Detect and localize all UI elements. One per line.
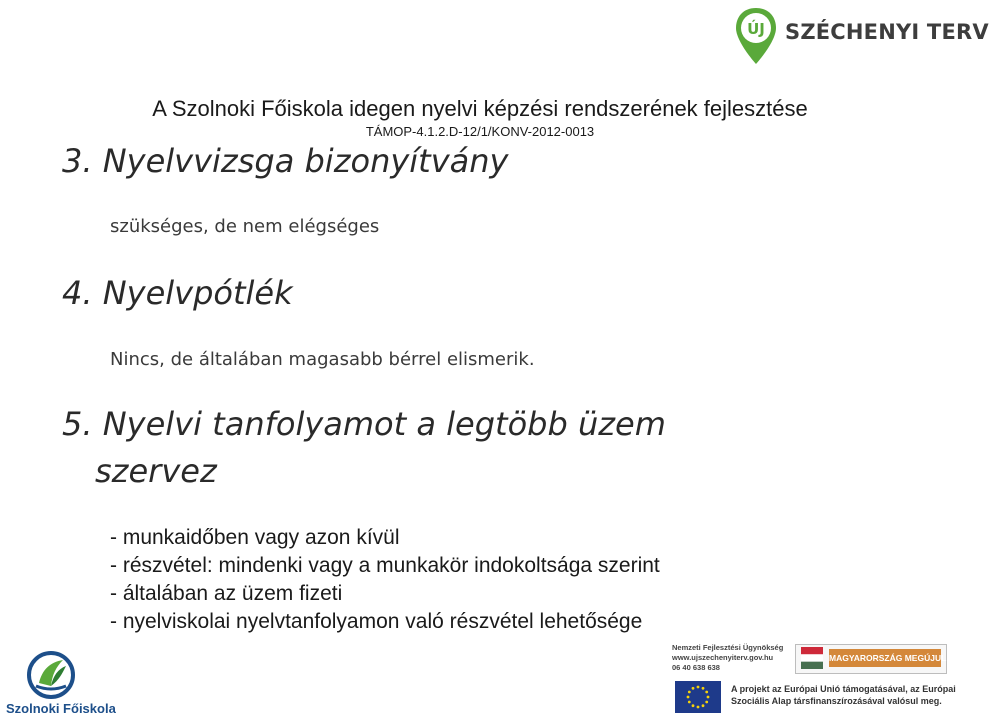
nfu-contact-block <box>672 643 782 677</box>
svg-text:ÚJ: ÚJ <box>747 20 765 38</box>
nfu-phone: 06 40 638 638 <box>672 663 720 672</box>
section-5-heading-line1: 5. Nyelvi tanfolyamot a legtöbb üzem <box>62 405 666 443</box>
map-pin-icon <box>733 6 779 66</box>
section-5-bullet-list <box>110 524 660 636</box>
list-item: - munkaidőben vagy azon kívül <box>110 526 400 549</box>
section-4-text: Nincs, de általában magasabb bérrel elismerik. <box>110 349 535 370</box>
eu-notice-line2: Szociális Alap társfinanszírozásával valósul meg. <box>731 695 942 706</box>
list-item: - általában az üzem fizeti <box>110 582 343 605</box>
hungarian-flag-icon <box>801 647 823 669</box>
eu-notice-line1: A projekt az Európai Unió támogatásával, az Európai <box>731 684 956 694</box>
section-3-heading: 3. Nyelvvizsga bizonyítvány <box>62 142 509 180</box>
eu-funding-notice <box>731 684 957 707</box>
nfu-name: Nemzeti Fejlesztési Ügynökség <box>672 643 784 652</box>
college-logo <box>6 650 116 720</box>
college-logo-text: Szolnoki Főiskola <box>6 701 116 716</box>
szechenyi-terv-text: SZÉCHENYI TERV <box>785 20 989 44</box>
list-item: - részvétel: mindenki vagy a munkakör indokoltsága szerint <box>110 554 660 577</box>
badge-text: MAGYARORSZÁG MEGÚJUL <box>829 649 941 667</box>
szechenyi-terv-logo <box>733 6 989 66</box>
section-3-text: szükséges, de nem elégséges <box>110 216 380 237</box>
college-emblem-icon <box>26 650 76 700</box>
eu-flag-icon <box>675 681 721 713</box>
magyarorszag-megujul-badge <box>795 644 945 674</box>
nfu-website: www.ujszechenyiterv.gov.hu <box>672 653 774 662</box>
section-4-heading: 4. Nyelvpótlék <box>62 274 293 312</box>
section-5-heading-line2: szervez <box>95 452 217 490</box>
list-item: - nyelviskolai nyelvtanfolyamon való részvétel lehetősége <box>110 610 643 633</box>
project-code: TÁMOP-4.1.2.D-12/1/KONV-2012-0013 <box>365 124 595 139</box>
page-header-title: A Szolnoki Főiskola idegen nyelvi képzési rendszerének fejlesztése <box>152 96 808 121</box>
